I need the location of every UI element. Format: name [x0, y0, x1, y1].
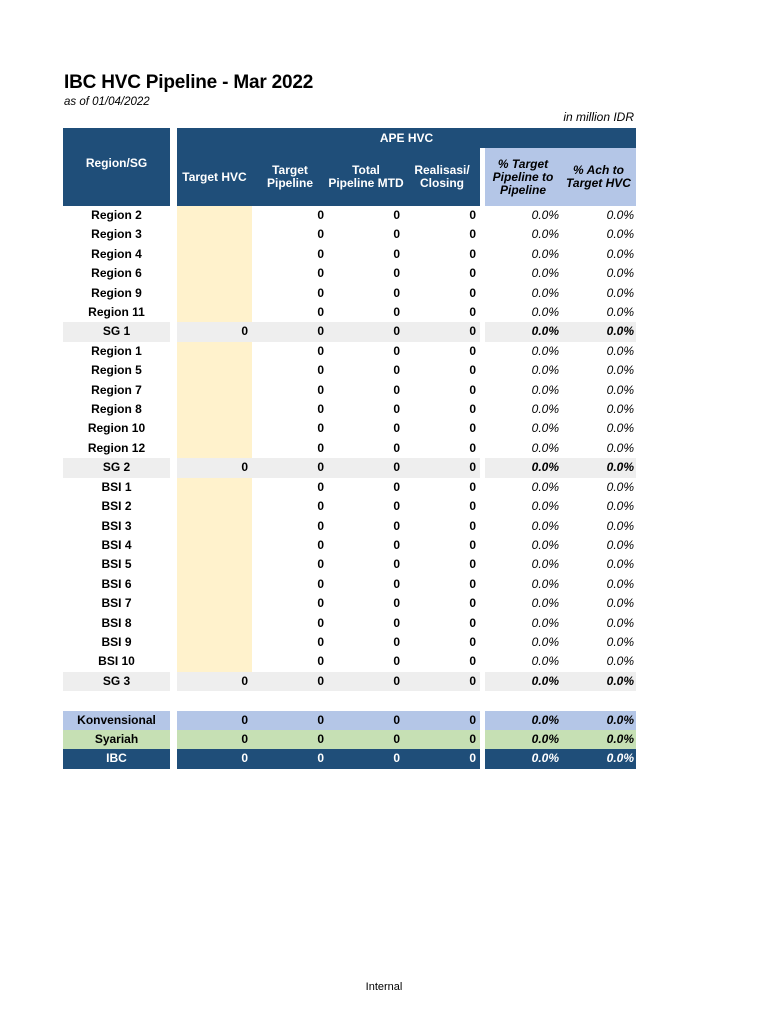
- row-label: BSI 10: [98, 654, 135, 669]
- target-hvc-cell: [177, 652, 252, 671]
- pct-target-pipeline-cell: 0.0%: [531, 363, 559, 378]
- column-gap: [170, 517, 177, 536]
- realisasi-cell: 0: [469, 576, 476, 591]
- realisasi-cell: 0: [404, 711, 480, 730]
- realisasi-cell: 0: [404, 730, 480, 749]
- total-pipeline-cell: 0: [393, 576, 400, 591]
- target-hvc-cell: [177, 284, 252, 303]
- realisasi-cell: 0: [469, 208, 476, 222]
- column-gap: [170, 458, 177, 477]
- page-title: IBC HVC Pipeline - Mar 2022: [64, 72, 314, 93]
- realisasi-cell: 0: [469, 654, 476, 669]
- pct-ach-cell: 0.0%: [606, 654, 634, 669]
- pct-target-pipeline-cell: 0.0%: [485, 672, 561, 691]
- realisasi-cell: 0: [469, 246, 476, 261]
- table-row: [63, 419, 636, 438]
- target-pipeline-cell: 0: [317, 615, 324, 630]
- pct-target-pipeline-cell: 0.0%: [531, 654, 559, 669]
- region-sg-header: Region/SG: [63, 128, 170, 206]
- pct-ach-cell: 0.0%: [606, 479, 634, 494]
- target-pipeline-cell: 0: [317, 596, 324, 611]
- row-label: BSI 1: [101, 479, 132, 494]
- table-row: [63, 303, 636, 322]
- realisasi-cell: 0: [469, 634, 476, 649]
- total-pipeline-cell: 0: [393, 246, 400, 261]
- total-pipeline-cell: 0: [328, 749, 404, 768]
- table-row: [63, 361, 636, 380]
- row-label: Region 6: [91, 266, 142, 281]
- pct-ach-cell: 0.0%: [561, 711, 636, 730]
- column-gap: [170, 575, 177, 594]
- table-row: [63, 381, 636, 400]
- target-pipeline-cell: 0: [317, 440, 324, 455]
- column-gap: [170, 342, 177, 361]
- pct-ach-cell: 0.0%: [606, 266, 634, 281]
- column-gap: [170, 206, 177, 225]
- pct-ach-cell: 0.0%: [606, 246, 634, 261]
- target-pipeline-cell: 0: [252, 749, 328, 768]
- total-pipeline-cell: 0: [393, 285, 400, 300]
- realisasi-cell: 0: [469, 285, 476, 300]
- row-label: BSI 8: [101, 615, 132, 630]
- col-realisasi-closing: Realisasi/ Closing: [404, 148, 480, 206]
- pct-target-pipeline-cell: 0.0%: [485, 322, 561, 341]
- total-pipeline-cell: 0: [393, 440, 400, 455]
- target-pipeline-cell: 0: [317, 343, 324, 358]
- realisasi-cell: 0: [469, 479, 476, 494]
- target-pipeline-cell: 0: [317, 382, 324, 397]
- row-label: Region 1: [91, 343, 142, 358]
- col-pct-ach-target-hvc: % Ach to Target HVC: [561, 148, 636, 206]
- realisasi-cell: 0: [404, 749, 480, 768]
- column-gap: [170, 128, 177, 206]
- pct-target-pipeline-cell: 0.0%: [531, 479, 559, 494]
- realisasi-cell: 0: [469, 557, 476, 572]
- pct-ach-cell: 0.0%: [606, 557, 634, 572]
- ape-hvc-header: APE HVC: [177, 128, 636, 148]
- pct-ach-cell: 0.0%: [561, 672, 636, 691]
- row-label: Konvensional: [63, 711, 170, 730]
- target-hvc-cell: [177, 555, 252, 574]
- pct-target-pipeline-cell: 0.0%: [485, 749, 561, 768]
- target-pipeline-cell: 0: [317, 305, 324, 320]
- pct-ach-cell: 0.0%: [606, 421, 634, 436]
- total-pipeline-cell: 0: [393, 363, 400, 378]
- pct-ach-cell: 0.0%: [606, 440, 634, 455]
- table-row: [63, 652, 636, 671]
- table-body: [63, 206, 636, 769]
- row-label: BSI 2: [101, 499, 132, 514]
- target-hvc-cell: [177, 225, 252, 244]
- row-label: IBC: [63, 749, 170, 768]
- target-hvc-cell: [177, 594, 252, 613]
- realisasi-cell: 0: [469, 499, 476, 514]
- pct-target-pipeline-cell: 0.0%: [531, 421, 559, 436]
- pct-ach-cell: 0.0%: [606, 363, 634, 378]
- col-pct-target-pipeline: % Target Pipeline to Pipeline: [485, 148, 561, 206]
- target-hvc-cell: [177, 439, 252, 458]
- target-pipeline-cell: 0: [252, 711, 328, 730]
- total-pipeline-cell: 0: [393, 382, 400, 397]
- column-gap: [170, 594, 177, 613]
- row-label: Region 2: [91, 208, 142, 222]
- table-row: [63, 614, 636, 633]
- total-pipeline-cell: 0: [328, 730, 404, 749]
- column-gap: [170, 749, 177, 768]
- col-target-pipeline: Target Pipeline: [252, 148, 328, 206]
- table-row: [63, 594, 636, 613]
- column-gap: [170, 478, 177, 497]
- column-gap: [170, 322, 177, 341]
- realisasi-cell: 0: [404, 458, 480, 477]
- pct-ach-cell: 0.0%: [561, 458, 636, 477]
- target-hvc-cell: 0: [177, 711, 252, 730]
- column-gap: [170, 497, 177, 516]
- total-pipeline-cell: 0: [328, 322, 404, 341]
- pct-target-pipeline-cell: 0.0%: [531, 634, 559, 649]
- pct-ach-cell: 0.0%: [606, 402, 634, 417]
- column-gap: [170, 361, 177, 380]
- total-pipeline-cell: 0: [328, 458, 404, 477]
- target-pipeline-cell: 0: [317, 557, 324, 572]
- realisasi-cell: 0: [469, 363, 476, 378]
- target-pipeline-cell: 0: [317, 363, 324, 378]
- target-hvc-cell: [177, 536, 252, 555]
- total-pipeline-cell: 0: [393, 343, 400, 358]
- target-hvc-cell: [177, 381, 252, 400]
- target-hvc-cell: [177, 206, 252, 225]
- target-hvc-cell: 0: [177, 458, 252, 477]
- table-row: [63, 749, 636, 768]
- pct-target-pipeline-cell: 0.0%: [531, 596, 559, 611]
- total-pipeline-cell: 0: [393, 208, 400, 222]
- col-target-hvc: Target HVC: [177, 148, 252, 206]
- row-label: BSI 9: [101, 634, 132, 649]
- pct-ach-cell: 0.0%: [561, 322, 636, 341]
- table-row: [63, 439, 636, 458]
- realisasi-cell: 0: [469, 596, 476, 611]
- column-gap: [170, 284, 177, 303]
- target-pipeline-cell: 0: [317, 518, 324, 533]
- pct-target-pipeline-cell: 0.0%: [485, 711, 561, 730]
- target-pipeline-cell: 0: [317, 654, 324, 669]
- column-gap: [170, 672, 177, 691]
- realisasi-cell: 0: [469, 615, 476, 630]
- table-row: [63, 672, 636, 691]
- pct-ach-cell: 0.0%: [606, 634, 634, 649]
- row-label: Region 10: [87, 421, 146, 436]
- table-row: [63, 264, 636, 283]
- total-pipeline-cell: 0: [393, 402, 400, 417]
- total-pipeline-cell: 0: [393, 266, 400, 281]
- target-pipeline-cell: 0: [317, 246, 324, 261]
- table-row: [63, 206, 636, 225]
- pct-target-pipeline-cell: 0.0%: [531, 246, 559, 261]
- target-hvc-cell: [177, 400, 252, 419]
- target-pipeline-cell: 0: [317, 208, 324, 222]
- column-gap: [170, 536, 177, 555]
- total-pipeline-cell: 0: [393, 537, 400, 552]
- total-pipeline-cell: 0: [393, 479, 400, 494]
- row-label: BSI 6: [101, 576, 132, 591]
- column-gap: [170, 730, 177, 749]
- target-pipeline-cell: 0: [252, 458, 328, 477]
- target-pipeline-cell: 0: [317, 576, 324, 591]
- target-pipeline-cell: 0: [252, 730, 328, 749]
- column-gap: [170, 400, 177, 419]
- pct-ach-cell: 0.0%: [606, 518, 634, 533]
- row-label: SG 3: [63, 672, 170, 691]
- realisasi-cell: 0: [469, 266, 476, 281]
- table-row: [63, 322, 636, 341]
- pct-ach-cell: 0.0%: [606, 285, 634, 300]
- row-label: Region 7: [91, 382, 142, 397]
- row-label: Region 12: [87, 440, 146, 455]
- pct-target-pipeline-cell: 0.0%: [485, 458, 561, 477]
- target-pipeline-cell: 0: [317, 634, 324, 649]
- column-gap: [170, 225, 177, 244]
- total-pipeline-cell: 0: [393, 596, 400, 611]
- pct-ach-cell: 0.0%: [606, 596, 634, 611]
- row-label: Syariah: [63, 730, 170, 749]
- total-pipeline-cell: 0: [393, 305, 400, 320]
- column-gap: [170, 652, 177, 671]
- table-row: [63, 342, 636, 361]
- unit-note: in million IDR: [563, 110, 634, 124]
- pct-target-pipeline-cell: 0.0%: [531, 557, 559, 572]
- table-row: [63, 497, 636, 516]
- realisasi-cell: 0: [469, 305, 476, 320]
- target-pipeline-cell: 0: [252, 322, 328, 341]
- target-pipeline-cell: 0: [317, 479, 324, 494]
- row-label: BSI 7: [101, 596, 132, 611]
- total-pipeline-cell: 0: [393, 499, 400, 514]
- row-label: Region 3: [91, 227, 142, 242]
- table-row: [63, 478, 636, 497]
- row-label: Region 4: [91, 246, 142, 261]
- column-gap: [170, 381, 177, 400]
- pct-target-pipeline-cell: 0.0%: [531, 305, 559, 320]
- target-hvc-cell: 0: [177, 322, 252, 341]
- table-row: [63, 284, 636, 303]
- target-hvc-cell: 0: [177, 672, 252, 691]
- column-gap: [170, 245, 177, 264]
- column-gap: [170, 633, 177, 652]
- column-gap: [170, 264, 177, 283]
- pct-target-pipeline-cell: 0.0%: [531, 343, 559, 358]
- pct-target-pipeline-cell: 0.0%: [531, 382, 559, 397]
- total-pipeline-cell: 0: [393, 227, 400, 242]
- column-gap: [170, 419, 177, 438]
- pct-target-pipeline-cell: 0.0%: [531, 285, 559, 300]
- row-label: Region 9: [91, 285, 142, 300]
- target-pipeline-cell: 0: [317, 421, 324, 436]
- realisasi-cell: 0: [469, 537, 476, 552]
- pct-ach-cell: 0.0%: [561, 730, 636, 749]
- target-hvc-cell: [177, 303, 252, 322]
- target-hvc-cell: [177, 361, 252, 380]
- target-hvc-cell: [177, 517, 252, 536]
- table-row: [63, 536, 636, 555]
- pct-target-pipeline-cell: 0.0%: [531, 227, 559, 242]
- table-row: [63, 730, 636, 749]
- column-gap: [170, 711, 177, 730]
- total-pipeline-cell: 0: [328, 672, 404, 691]
- pct-ach-cell: 0.0%: [606, 208, 634, 222]
- row-label: Region 5: [91, 363, 142, 378]
- realisasi-cell: 0: [469, 421, 476, 436]
- pct-ach-cell: 0.0%: [606, 499, 634, 514]
- table-row: [63, 225, 636, 244]
- total-pipeline-cell: 0: [328, 711, 404, 730]
- target-hvc-cell: [177, 245, 252, 264]
- row-label: BSI 3: [101, 518, 132, 533]
- target-pipeline-cell: 0: [317, 499, 324, 514]
- realisasi-cell: 0: [469, 402, 476, 417]
- target-hvc-cell: [177, 633, 252, 652]
- col-total-pipeline-mtd: Total Pipeline MTD: [328, 148, 404, 206]
- pct-ach-cell: 0.0%: [606, 343, 634, 358]
- target-hvc-cell: 0: [177, 730, 252, 749]
- realisasi-cell: 0: [469, 518, 476, 533]
- table-row: [63, 711, 636, 730]
- pct-target-pipeline-cell: 0.0%: [531, 402, 559, 417]
- target-pipeline-cell: 0: [252, 672, 328, 691]
- row-label: SG 2: [63, 458, 170, 477]
- pct-ach-cell: 0.0%: [606, 382, 634, 397]
- target-hvc-cell: [177, 497, 252, 516]
- spacer-row: [63, 691, 636, 710]
- pct-ach-cell: 0.0%: [606, 537, 634, 552]
- row-label: BSI 4: [101, 537, 132, 552]
- row-label: Region 11: [88, 305, 145, 320]
- table-row: [63, 575, 636, 594]
- table-row: [63, 458, 636, 477]
- table-row: [63, 400, 636, 419]
- pct-target-pipeline-cell: 0.0%: [531, 266, 559, 281]
- column-gap: [170, 614, 177, 633]
- pct-target-pipeline-cell: 0.0%: [485, 730, 561, 749]
- column-gap: [170, 439, 177, 458]
- target-pipeline-cell: 0: [317, 402, 324, 417]
- target-hvc-cell: [177, 614, 252, 633]
- row-label: Region 8: [91, 402, 142, 417]
- target-pipeline-cell: 0: [317, 227, 324, 242]
- pct-ach-cell: 0.0%: [606, 615, 634, 630]
- realisasi-cell: 0: [469, 343, 476, 358]
- as-of-date: as of 01/04/2022: [64, 96, 150, 108]
- total-pipeline-cell: 0: [393, 654, 400, 669]
- target-pipeline-cell: 0: [317, 537, 324, 552]
- target-hvc-cell: [177, 342, 252, 361]
- column-gap: [170, 303, 177, 322]
- table-row: [63, 633, 636, 652]
- realisasi-cell: 0: [404, 672, 480, 691]
- row-label: SG 1: [63, 322, 170, 341]
- classification-footer: Internal: [365, 981, 403, 993]
- table-row: [63, 245, 636, 264]
- pipeline-table: [63, 128, 636, 769]
- pct-target-pipeline-cell: 0.0%: [531, 440, 559, 455]
- table-row: [63, 555, 636, 574]
- spacer-cell: [63, 691, 636, 710]
- pct-target-pipeline-cell: 0.0%: [531, 208, 559, 222]
- target-hvc-cell: [177, 419, 252, 438]
- pct-target-pipeline-cell: 0.0%: [531, 518, 559, 533]
- target-hvc-cell: [177, 575, 252, 594]
- pct-target-pipeline-cell: 0.0%: [531, 576, 559, 591]
- row-label: BSI 5: [101, 557, 132, 572]
- realisasi-cell: 0: [469, 440, 476, 455]
- realisasi-cell: 0: [469, 227, 476, 242]
- target-hvc-cell: 0: [177, 749, 252, 768]
- target-pipeline-cell: 0: [317, 266, 324, 281]
- total-pipeline-cell: 0: [393, 615, 400, 630]
- pct-target-pipeline-cell: 0.0%: [531, 537, 559, 552]
- target-hvc-cell: [177, 478, 252, 497]
- pct-ach-cell: 0.0%: [606, 305, 634, 320]
- total-pipeline-cell: 0: [393, 634, 400, 649]
- pct-target-pipeline-cell: 0.0%: [531, 499, 559, 514]
- target-pipeline-cell: 0: [317, 285, 324, 300]
- total-pipeline-cell: 0: [393, 557, 400, 572]
- pct-ach-cell: 0.0%: [606, 227, 634, 242]
- target-hvc-cell: [177, 264, 252, 283]
- column-gap: [170, 555, 177, 574]
- total-pipeline-cell: 0: [393, 421, 400, 436]
- realisasi-cell: 0: [404, 322, 480, 341]
- pct-ach-cell: 0.0%: [561, 749, 636, 768]
- pct-ach-cell: 0.0%: [606, 576, 634, 591]
- realisasi-cell: 0: [469, 382, 476, 397]
- total-pipeline-cell: 0: [393, 518, 400, 533]
- pct-target-pipeline-cell: 0.0%: [531, 615, 559, 630]
- table-row: [63, 517, 636, 536]
